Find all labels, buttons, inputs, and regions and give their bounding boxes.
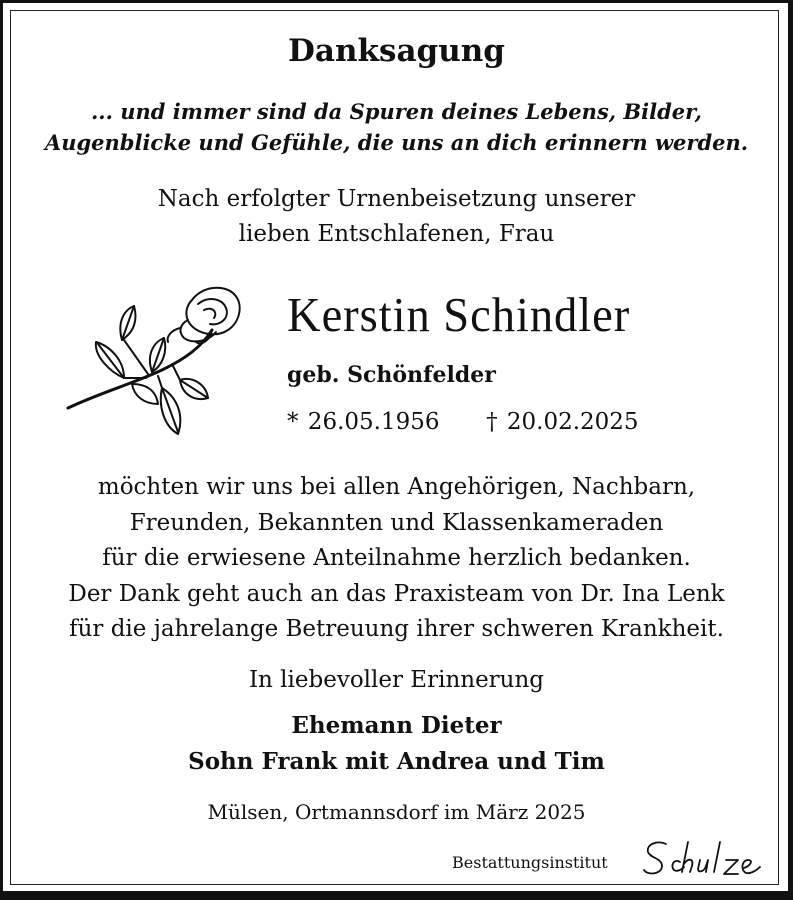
quote-line: Augenblicke und Gefühle, die uns an dich erinnern werden.: [44, 130, 749, 155]
family-line: Sohn Frank mit Andrea und Tim: [188, 748, 605, 775]
quote-line: ... und immer sind da Spuren deines Lebens, Bilder,: [91, 99, 702, 124]
life-dates: [287, 409, 639, 435]
quote: [0, 96, 793, 158]
death-date: † 20.02.2025: [486, 409, 639, 435]
deceased-name: Kerstin Schindler: [287, 287, 631, 342]
thanks-line: Freunden, Bekannten und Klassenkameraden: [129, 509, 664, 536]
maiden-name: geb. Schönfelder: [287, 362, 496, 388]
thanks-text: [0, 470, 793, 648]
intro: [0, 182, 793, 252]
regards: In liebevoller Erinnerung: [248, 667, 545, 693]
notice-title: Danksagung: [288, 33, 505, 69]
rose-icon: [62, 280, 252, 440]
intro-line: lieben Entschlafenen, Frau: [238, 221, 555, 247]
place-date: Mülsen, Ortmannsdorf im März 2025: [207, 800, 586, 824]
intro-line: Nach erfolgter Urnenbeisetzung unserer: [157, 186, 636, 212]
institute-label: Bestattungsinstitut: [452, 853, 608, 872]
institute-signature-logo: [640, 836, 770, 880]
thanks-line: Der Dank geht auch an das Praxisteam von Dr. Ina Lenk: [68, 580, 725, 607]
family-line: Ehemann Dieter: [291, 712, 502, 739]
thanks-line: für die erwiesene Anteilnahme herzlich bedanken.: [102, 545, 691, 571]
thanks-line: möchten wir uns bei allen Angehörigen, Nachbarn,: [97, 474, 696, 500]
birth-date: * 26.05.1956: [287, 409, 440, 435]
thanks-line: für die jahrelange Betreuung ihrer schweren Krankheit.: [69, 616, 724, 642]
family: [0, 708, 793, 780]
